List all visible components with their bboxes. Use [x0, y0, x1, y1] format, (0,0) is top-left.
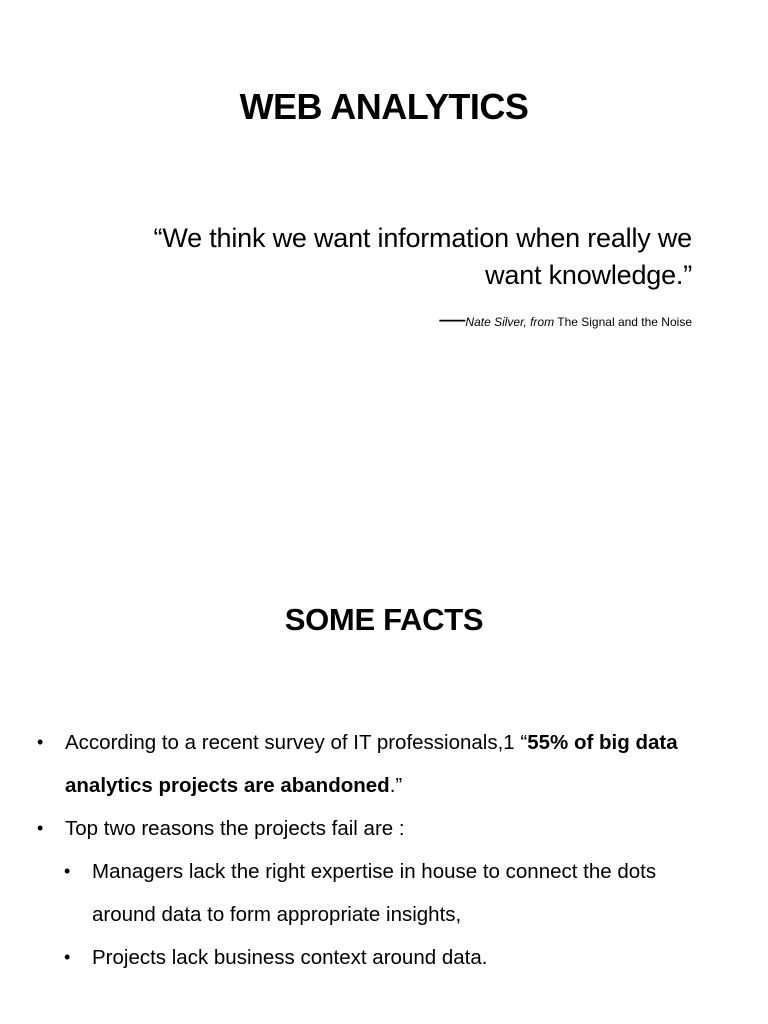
fact-text-pre: According to a recent survey of IT professionals,1 “: [65, 731, 528, 754]
sub-fact-text: Managers lack the right expertise in house to connect the dots around data to form appropriate insights,: [92, 860, 657, 926]
section-title: SOME FACTS: [284, 602, 484, 637]
fact-text-post: .”: [389, 774, 403, 797]
bullet-icon: •: [64, 947, 71, 967]
bullet-icon: •: [37, 818, 44, 838]
quote-line-1: “We think we want information when really we: [153, 223, 692, 253]
attribution-author: Nate Silver, from: [465, 315, 555, 329]
quote-block: [40, 220, 692, 294]
attribution-dash: —: [439, 303, 466, 333]
quote-attribution: [40, 303, 692, 334]
fact-text: Top two reasons the projects fail are :: [65, 817, 405, 840]
facts-list: [0, 721, 768, 979]
bullet-icon: •: [64, 861, 71, 881]
slide-title: WEB ANALYTICS: [239, 86, 529, 127]
fact-text-emphasis: 55% of big data analytics projects are abandoned: [65, 731, 678, 797]
list-item: [0, 721, 725, 807]
bullet-icon: •: [37, 732, 44, 752]
quote-line-2: want knowledge.”: [485, 260, 692, 290]
sub-fact-text: Projects lack business context around data.: [92, 946, 488, 969]
list-item: [0, 807, 725, 850]
sub-list-item: [0, 936, 722, 979]
attribution-book-title: The Signal and the Noise: [557, 315, 692, 329]
sub-list-item: [0, 850, 722, 936]
